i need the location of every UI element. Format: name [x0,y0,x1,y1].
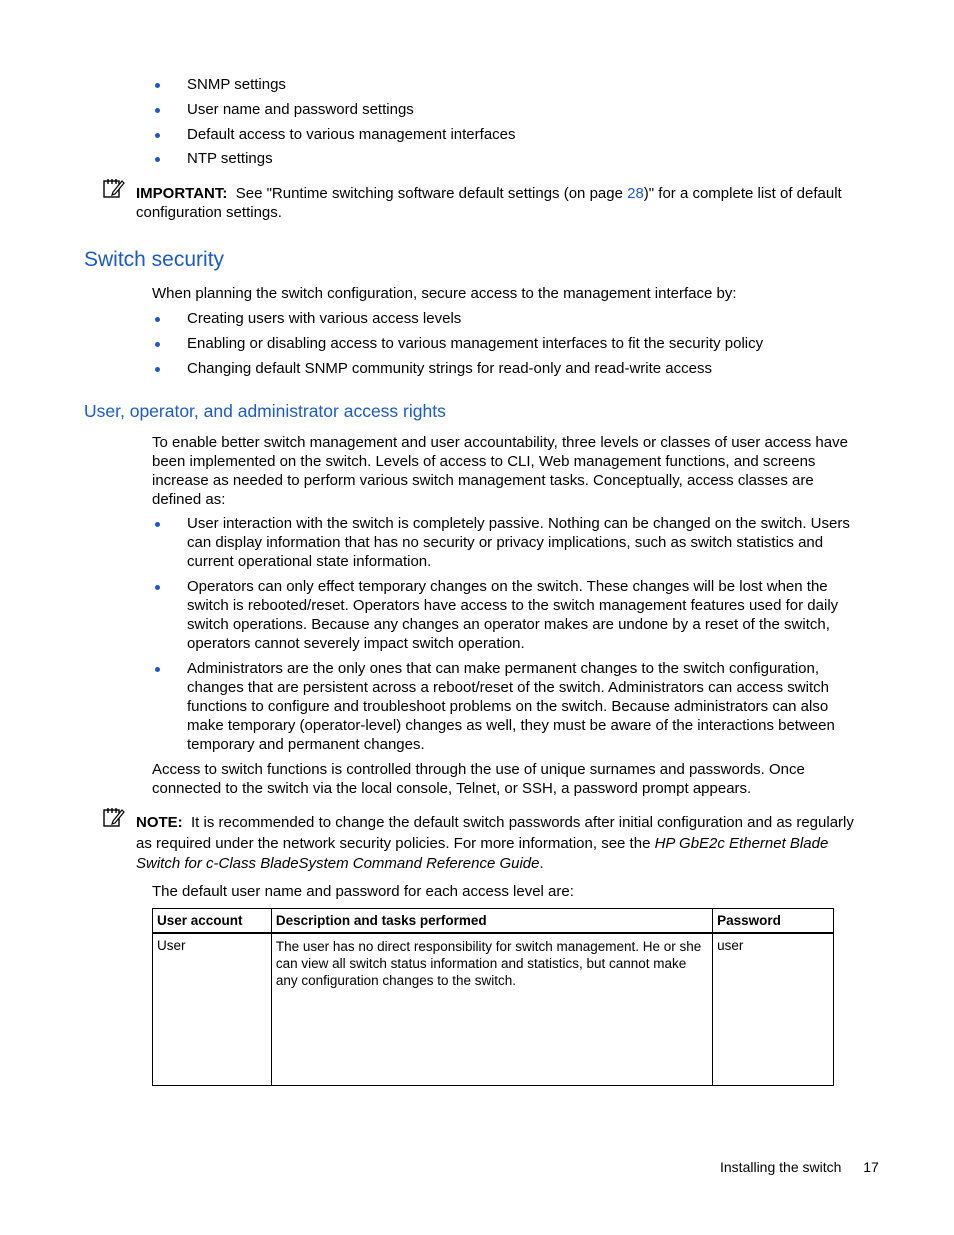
note-text [136,813,871,875]
important-label: IMPORTANT: [136,185,228,202]
important-text: See "Runtime switching software default settings (on page [235,185,628,202]
access-rights-list [152,514,868,754]
list-item: Creating users with various access levels [152,309,872,328]
cell-description: The user has no direct responsibility for switch management. He or she can view all switch status information and statistics, but cannot make any configuration changes to the switch. [271,933,712,1085]
table-header-row [153,909,834,934]
page-link[interactable]: 28 [627,185,644,202]
list-item: Administrators are the only ones that can make permanent changes to the switch configuration, changes that are persistent across a reboot/reset of the switch. Administrators can access switch functions to configure and troubleshoot problems on the switch. Because administrators can also make temporary (operator-level) changes as well, they must be aware of the interactions between temporary and permanent changes. [152,659,868,754]
list-item: Changing default SNMP community strings for read-only and read-write access [152,359,872,378]
note-icon [103,178,125,198]
list-item: SNMP settings [152,75,872,94]
cell-password: user [713,933,834,1085]
access-table [152,908,834,1086]
reference-guide-title: HP GbE2c Ethernet Blade Switch for c-Class BladeSystem Command Reference Guide [136,834,829,872]
list-item: Enabling or disabling access to various management interfaces to fit the security policy [152,334,872,353]
top-bullet-list [152,75,872,168]
section-title-switch-security: Switch security [84,248,225,271]
column-header-user-account: User account [153,909,272,934]
page-footer [720,1159,879,1175]
access-paragraph: Access to switch functions is controlled through the use of unique surnames and passwords. Once connected to the switch via the local console, Telnet, or SSH, a password prompt appears. [152,761,805,797]
footer-section: Installing the switch [720,1159,842,1175]
column-header-description: Description and tasks performed [271,909,712,934]
important-text-end: )" for a complete list of default configuration settings. [136,185,842,221]
switch-security-list [152,309,872,378]
list-item: User interaction with the switch is completely passive. Nothing can be changed on the switch. Users can display information that has no security or privacy implications, such as switch statistics and current operational state information. [152,514,868,571]
note-end: . [539,855,544,872]
list-item: NTP settings [152,149,872,168]
note-body: It is recommended to change the default switch passwords after initial configuration and as regularly as required under the network security policies. For more information, see the [136,814,854,852]
access-rights-intro: To enable better switch management and user accountability, three levels or classes of user access have been implemented on the switch. Levels of access to CLI, Web management functions, and screens increase as needed to perform various switch management tasks. Conceptually, access classes are defined as: [152,434,848,508]
subsection-title-access-rights: User, operator, and administrator access rights [84,401,446,421]
page-number: 17 [863,1159,879,1175]
cell-user-account: User [153,933,272,1085]
list-item: Default access to various management interfaces [152,125,872,144]
important-note [136,184,871,222]
table-intro: The default user name and password for each access level are: [152,883,574,900]
list-item: Operators can only effect temporary changes on the switch. These changes will be lost when the switch is rebooted/reset. Operators have access to the switch management features used for daily switch operations. Because any changes an operator makes are undone by a reset of the switch, operators cannot severely impact switch operation. [152,577,868,653]
note-icon [103,807,125,827]
switch-security-intro: When planning the switch configuration, secure access to the management interface by: [152,285,737,302]
note-label: NOTE: [136,814,183,831]
column-header-password: Password [713,909,834,934]
list-item: User name and password settings [152,100,872,119]
table-row [153,933,834,1085]
